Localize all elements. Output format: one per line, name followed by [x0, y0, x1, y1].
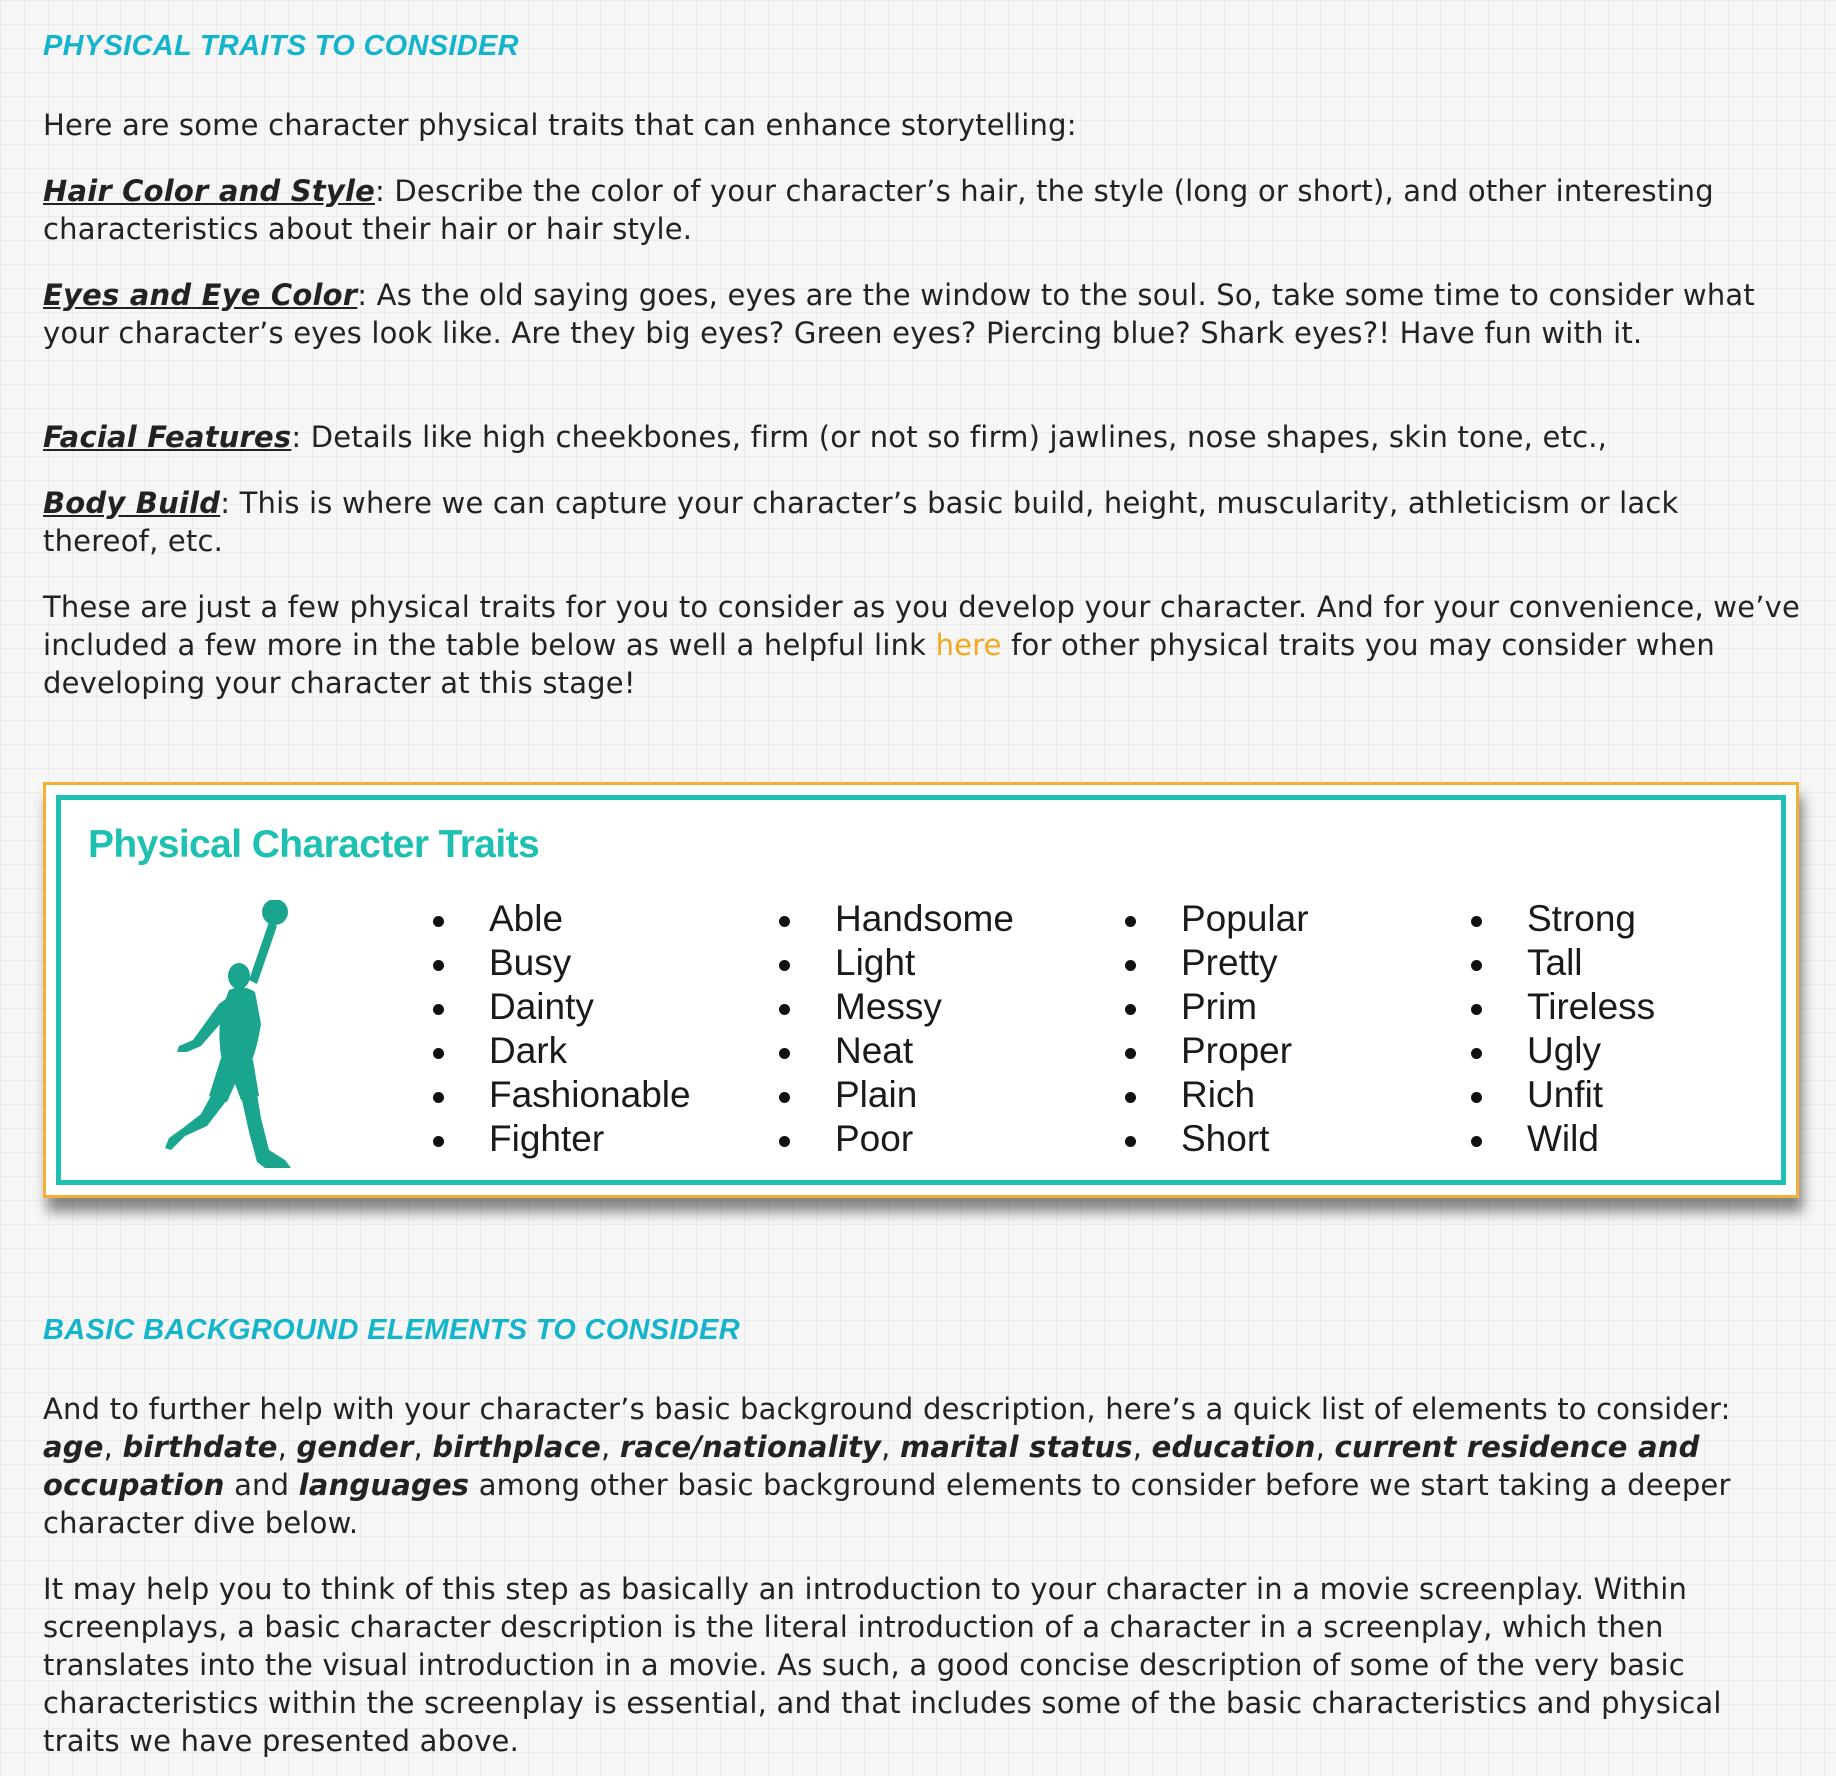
separator: ,	[413, 1430, 433, 1464]
traits-link[interactable]: here	[935, 628, 1002, 662]
background-text: And to further help with your character’s basic background description, here’s a quick list of elements to consider:	[43, 1392, 1731, 1426]
separator: ,	[277, 1430, 297, 1464]
closing-text-after: for other physical traits you may consider when developing your character at this stage!	[43, 628, 1715, 700]
separator: ,	[1132, 1430, 1152, 1464]
element-languages: languages	[298, 1468, 470, 1502]
physical-closing-paragraph	[43, 588, 1803, 702]
trait-item: Pretty	[1121, 941, 1309, 985]
element-gender: gender	[296, 1430, 414, 1464]
closing-text-before: These are just a few physical traits for you to consider as you develop your character. And for your convenience, we’ve included a few more in the table below as well a helpful link	[43, 590, 1801, 662]
facial-term: Facial Features	[43, 420, 292, 454]
trait-item: Proper	[1121, 1029, 1309, 1073]
trait-item: Strong	[1467, 897, 1655, 941]
separator: ,	[1315, 1430, 1335, 1464]
body-text: : This is where we can capture your character’s basic build, height, muscularity, athleticism or lack thereof, etc.	[43, 486, 1679, 558]
trait-item: Messy	[775, 985, 1014, 1029]
eyes-term: Eyes and Eye Color	[43, 278, 358, 312]
background-elements-paragraph	[43, 1390, 1803, 1542]
traits-box-title: Physical Character Traits	[88, 823, 540, 866]
element-education: education	[1151, 1430, 1316, 1464]
trait-item: Poor	[775, 1117, 1014, 1161]
physical-traits-box-inner	[56, 795, 1786, 1185]
facial-paragraph	[43, 418, 1803, 456]
separator: and	[224, 1468, 299, 1502]
hair-term: Hair Color and Style	[43, 174, 375, 208]
traits-column-3	[1121, 897, 1309, 1161]
trait-item: Rich	[1121, 1073, 1309, 1117]
trait-item: Dainty	[429, 985, 691, 1029]
trait-item: Tall	[1467, 941, 1655, 985]
physical-traits-heading: PHYSICAL TRAITS TO CONSIDER	[43, 30, 519, 62]
facial-text: : Details like high cheekbones, firm (or not so firm) jawlines, nose shapes, skin tone, etc.,	[291, 420, 1608, 454]
separator: ,	[600, 1430, 620, 1464]
trait-item: Fashionable	[429, 1073, 691, 1117]
trait-item: Able	[429, 897, 691, 941]
separator: ,	[103, 1430, 123, 1464]
hair-paragraph	[43, 172, 1803, 248]
traits-column-4	[1467, 897, 1655, 1161]
physical-traits-box	[43, 782, 1799, 1198]
trait-item: Handsome	[775, 897, 1014, 941]
trait-item: Tireless	[1467, 985, 1655, 1029]
trait-item: Busy	[429, 941, 691, 985]
traits-column-1	[429, 897, 691, 1161]
trait-item: Unfit	[1467, 1073, 1655, 1117]
body-paragraph	[43, 484, 1803, 560]
trait-item: Short	[1121, 1117, 1309, 1161]
eyes-paragraph	[43, 276, 1803, 352]
element-birthdate: birthdate	[122, 1430, 278, 1464]
element-race-nationality: race/nationality	[619, 1430, 882, 1464]
trait-item: Light	[775, 941, 1014, 985]
separator: ,	[881, 1430, 900, 1464]
trait-item: Ugly	[1467, 1029, 1655, 1073]
physical-intro-text: Here are some character physical traits that can enhance storytelling:	[43, 108, 1077, 142]
trait-item: Dark	[429, 1029, 691, 1073]
traits-column-2	[775, 897, 1014, 1161]
basketball-player-silhouette-icon	[157, 900, 307, 1170]
hair-text: : Describe the color of your character’s hair, the style (long or short), and other interesting characteristics about their hair or hair style.	[43, 174, 1714, 246]
trait-item: Prim	[1121, 985, 1309, 1029]
element-age: age	[43, 1430, 104, 1464]
trait-item: Plain	[775, 1073, 1014, 1117]
element-residence-occupation: current residence and occupation	[43, 1430, 1700, 1502]
trait-item: Neat	[775, 1029, 1014, 1073]
element-marital-status: marital status	[899, 1430, 1133, 1464]
trait-item: Wild	[1467, 1117, 1655, 1161]
trait-item: Fighter	[429, 1117, 691, 1161]
background-elements-heading: BASIC BACKGROUND ELEMENTS TO CONSIDER	[43, 1314, 740, 1346]
screenplay-paragraph: It may help you to think of this step as basically an introduction to your character in a movie screenplay. Within screenplays, a basic character description is the literal introduction of a character in a screenplay, which then translates into the visual introduction in a movie. As such, a good concise description of some of the very basic characteristics within the screenplay is essential, and that includes some of the basic characteristics and physical traits we have presented above.	[43, 1572, 1722, 1758]
trait-item: Popular	[1121, 897, 1309, 941]
body-term: Body Build	[43, 486, 221, 520]
eyes-text: : As the old saying goes, eyes are the window to the soul. So, take some time to consider what your character’s eyes look like. Are they big eyes? Green eyes? Piercing blue? Shark eyes?! Have fun with it.	[43, 278, 1755, 350]
background-text-end: among other basic background elements to consider before we start taking a deeper character dive below.	[43, 1468, 1731, 1540]
element-birthplace: birthplace	[432, 1430, 601, 1464]
